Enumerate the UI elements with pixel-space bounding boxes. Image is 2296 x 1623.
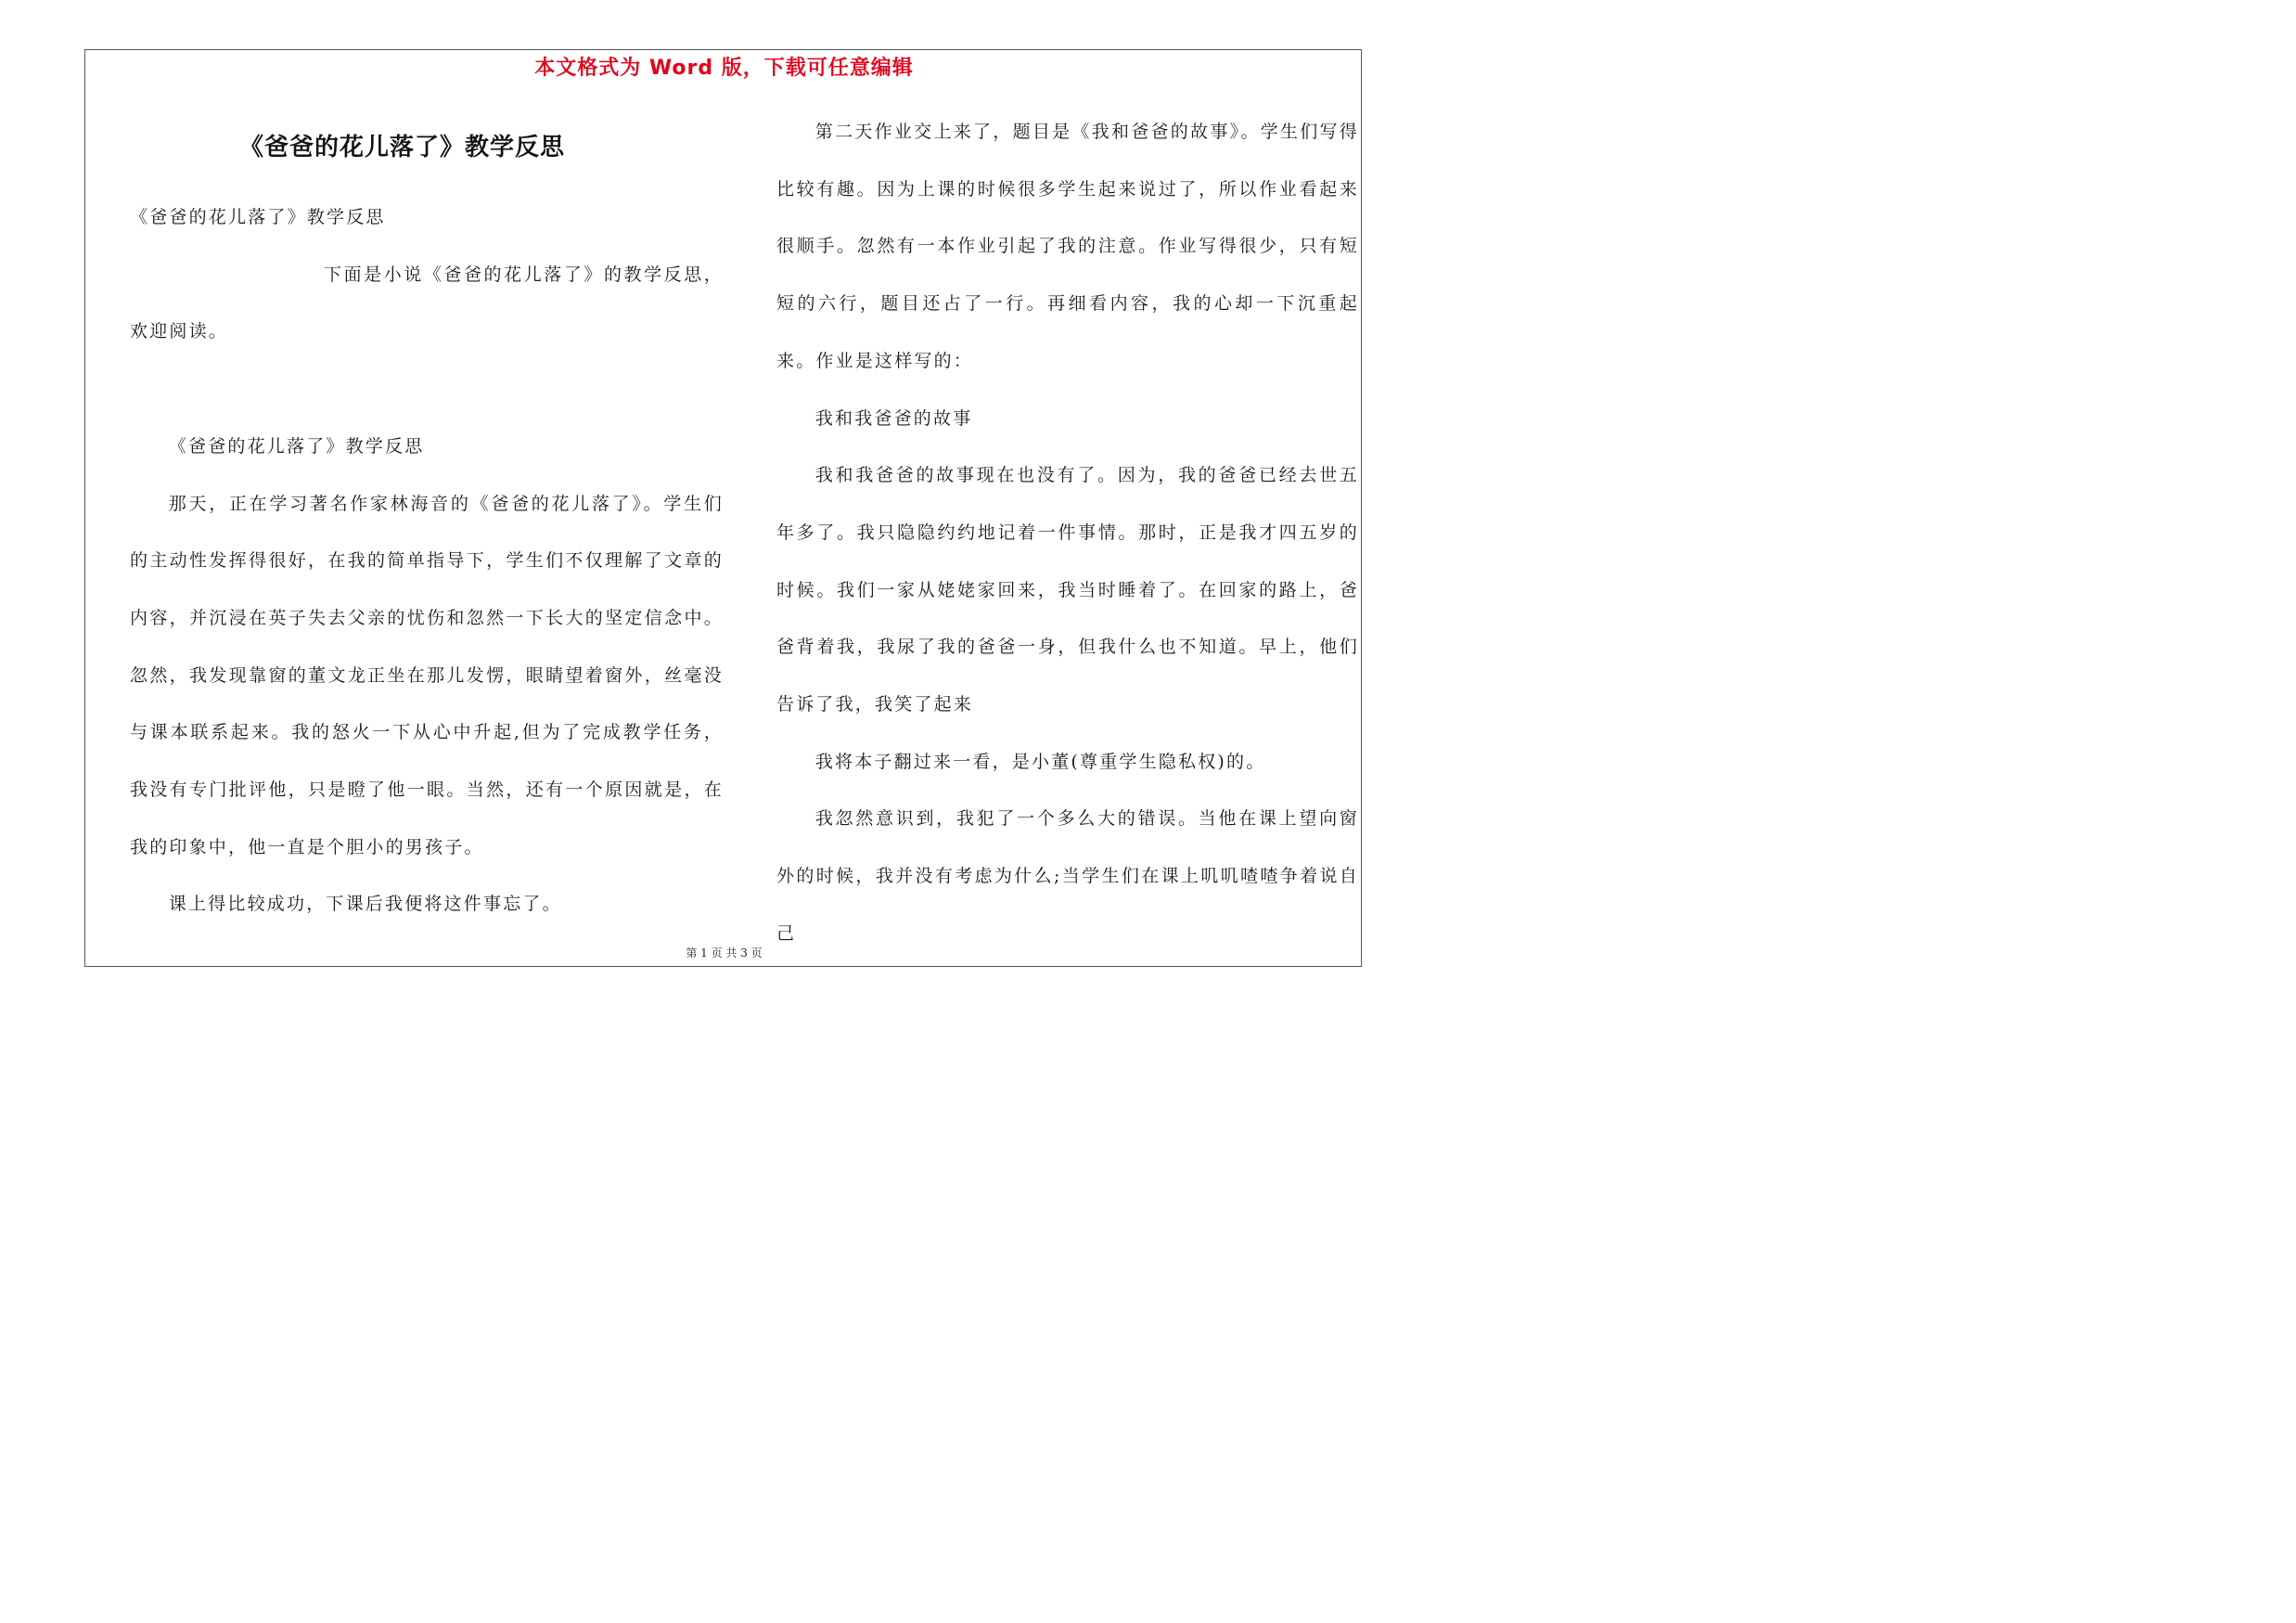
intro-paragraph: 下面是小说《爸爸的花儿落了》的教学反思，欢迎阅读。 xyxy=(130,264,724,342)
body-paragraph: 那天，正在学习著名作家林海音的《爸爸的花儿落了》。学生们的主动性发挥得很好，在我的简单指导下，学生们不仅理解了文章的内容，并沉浸在英子失去父亲的忧伤和忽然一下长大的坚定信念中。忽然，我发现靠窗的董文龙正坐在那儿发愣，眼睛望着窗外，丝毫没与课本联系起来。我的怒火一下从心中升起,但为了完成教学任务，我没有专门批评他，只是瞪了他一眼。当然，还有一个原因就是，在我的印象中，他一直是个胆小的男孩子。 xyxy=(130,493,724,857)
format-banner xyxy=(0,52,1448,81)
subtitle-paragraph: 《爸爸的花儿落了》教学反思 xyxy=(130,207,386,227)
section-heading: 《爸爸的花儿落了》教学反思 xyxy=(168,435,425,457)
page-number: 第 1 页 共 3 页 xyxy=(686,947,763,960)
banner-text: 本文格式为 Word 版，下载可任意编辑 xyxy=(534,57,914,80)
paragraph-spacer xyxy=(130,361,724,419)
body-paragraph: 我将本子翻过来一看，是小董(尊重学生隐私权)的。 xyxy=(815,751,1266,772)
body-paragraph: 课上得比较成功，下课后我便将这件事忘了。 xyxy=(168,894,562,915)
body-paragraph: 第二天作业交上来了，题目是《我和爸爸的故事》。学生们写得比较有趣。因为上课的时候很多学生起来说过了，所以作业看起来很顺手。忽然有一本作业引起了我的注意。作业写得很少，只有短短的六行，题目还占了一行。再细看内容，我的心却一下沉重起来。作业是这样写的： xyxy=(776,122,1359,371)
essay-title: 我和我爸爸的故事 xyxy=(815,407,973,429)
right-column xyxy=(776,104,1359,963)
page-footer xyxy=(0,945,1448,960)
body-paragraph: 我和我爸爸的故事现在也没有了。因为，我的爸爸已经去世五年多了。我只隐隐约约地记着一件事情。那时，正是我才四五岁的时候。我们一家从姥姥家回来，我当时睡着了。在回家的路上，爸爸背着我，我尿了我的爸爸一身，但我什么也不知道。早上，他们告诉了我，我笑了起来 xyxy=(776,465,1359,715)
document-title: 《爸爸的花儿落了》教学反思 xyxy=(239,134,566,161)
left-column xyxy=(130,121,724,934)
body-paragraph: 我忽然意识到，我犯了一个多么大的错误。当他在课上望向窗外的时候，我并没有考虑为什么;当学生们在课上叽叽喳喳争着说自己 xyxy=(776,808,1359,944)
